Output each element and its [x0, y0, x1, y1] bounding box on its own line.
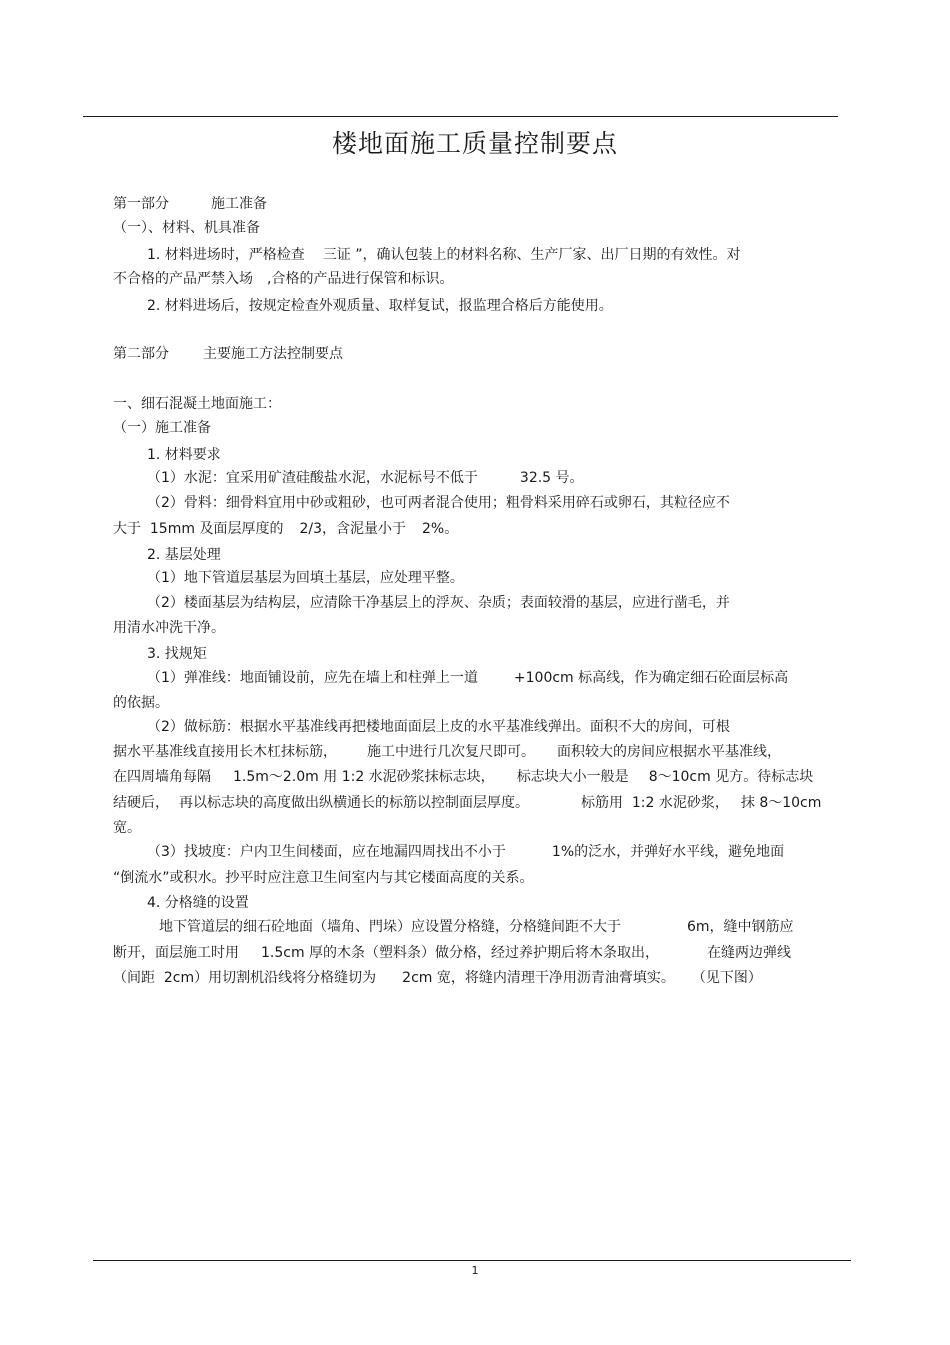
text-line: [113, 419, 211, 437]
text-fragment: 2. 材料进场后，按规定检查外观质量、取样复试，报监理合格后方能使用。: [147, 298, 613, 314]
text-fragment: 第二部分: [113, 346, 169, 362]
text-fragment: （见下图）: [698, 970, 762, 986]
text-fragment: 的依据。: [113, 695, 169, 711]
page-number: 1: [471, 1264, 479, 1277]
text-line: [113, 619, 225, 637]
text-line: [113, 794, 821, 812]
text-fragment: 三证 ”，确认包装上的材料名称、生产厂家、出厂日期的有效性。对: [322, 247, 741, 263]
text-fragment: 1%的泛水，并弹好水平线，避免地面: [551, 844, 785, 860]
text-fragment: 8～10cm 见方。待标志块: [648, 769, 814, 785]
page-title: 楼地面施工质量控制要点: [331, 129, 618, 158]
text-fragment: 2%。: [421, 521, 459, 537]
text-line: [147, 494, 730, 512]
text-fragment: 4. 分格缝的设置: [147, 895, 249, 911]
text-fragment: （2）骨料：细骨料宜用中砂或粗砂，也可两者混合使用；粗骨料采用碎石或卵石，其粒径应不: [147, 495, 730, 511]
text-fragment: 在缝两边弹线: [707, 945, 792, 961]
text-fragment: 1.5m～2.0m 用 1:2 水泥砂浆抹标志块，: [233, 769, 495, 785]
text-fragment: （2）楼面基层为结构层，应清除干净基层上的浮灰、杂质；表面较滑的基层，应进行凿毛，并: [147, 595, 730, 611]
text-line: [147, 446, 221, 464]
text-fragment: 用清水冲洗干净。: [113, 620, 225, 636]
text-line: [113, 819, 141, 837]
text-fragment: 在四周墙角每隔: [113, 769, 211, 785]
text-fragment: 施工准备: [211, 196, 267, 212]
text-fragment: 宽。: [113, 820, 141, 836]
text-fragment: 32.5 号。: [519, 470, 584, 486]
text-fragment: 不合格的产品严禁入场: [113, 271, 253, 287]
text-line: [159, 918, 794, 936]
text-fragment: （2）做标筋：根据水平基准线再把楼地面面层上皮的水平基准线弹出。面积不大的房间，可根: [147, 719, 730, 735]
text-fragment: 2cm 宽，将缝内清理干净用沥青油膏填实。: [402, 970, 675, 986]
text-fragment: （间距 2cm）用切割机沿线将分格缝切为: [113, 970, 377, 986]
text-line: [147, 594, 730, 612]
header-rule: [83, 116, 838, 117]
text-fragment: 地下管道层的细石砼地面（墙角、門垛）应设置分格缝，分格缝间距不大于: [159, 919, 621, 935]
text-fragment: （3）找坡度：户内卫生间楼面，应在地漏四周找出不小于: [147, 844, 506, 860]
text-fragment: 1.5cm 厚的木条（塑料条）做分格，经过养护期后将木条取出，: [261, 945, 660, 961]
text-line: [147, 843, 784, 861]
text-fragment: （1）地下管道层基层为回填土基层，应处理平整。: [147, 570, 464, 586]
text-fragment: 主要施工方法控制要点: [203, 346, 343, 362]
text-fragment: 3. 找规矩: [147, 646, 207, 662]
text-line: [147, 297, 613, 315]
text-fragment: 6m，缝中钢筋应: [687, 919, 794, 935]
text-fragment: 断开，面层施工时用: [113, 945, 239, 961]
text-line: [147, 469, 584, 487]
text-fragment: 施工中进行几次复尺即可。: [367, 744, 535, 760]
text-line: [147, 645, 207, 663]
text-line: [113, 520, 458, 538]
text-fragment: （一）施工准备: [113, 420, 211, 436]
text-fragment: +100cm 标高线，作为确定细石砼面层标高: [513, 670, 789, 686]
text-fragment: 抹 8～10cm: [740, 795, 822, 811]
text-fragment: 第一部分: [113, 196, 169, 212]
text-fragment: 1. 材料进场时，严格检查: [147, 247, 305, 263]
text-fragment: “倒流水”或积水。抄平时应注意卫生间室内与其它楼面高度的关系。: [113, 870, 534, 886]
text-line: [147, 894, 249, 912]
text-line: [147, 718, 730, 736]
text-fragment: 据水平基准线直接用长木杠抹标筋，: [113, 744, 337, 760]
text-line: [147, 246, 741, 264]
text-line: [113, 869, 534, 887]
text-fragment: ,合格的产品进行保管和标识。: [267, 271, 454, 287]
text-line: [147, 669, 788, 687]
text-line: [113, 768, 813, 786]
text-fragment: （一）、材料、机具准备: [113, 220, 260, 236]
text-line: [113, 969, 762, 987]
text-line: [113, 345, 343, 363]
text-fragment: 结硬后，: [113, 795, 169, 811]
text-line: [113, 219, 260, 237]
text-fragment: 面积较大的房间应根据水平基准线，: [557, 744, 781, 760]
text-fragment: （1）弹准线：地面铺设前，应先在墙上和柱弹上一道: [147, 670, 478, 686]
text-fragment: 1. 材料要求: [147, 447, 221, 463]
text-line: [147, 569, 464, 587]
text-fragment: 再以标志块的高度做出纵横通长的标筋以控制面层厚度。: [179, 795, 529, 811]
text-line: [113, 395, 281, 413]
text-line: [113, 270, 453, 288]
text-fragment: 大于 15mm 及面层厚度的: [113, 521, 284, 537]
text-line: [113, 944, 791, 962]
text-fragment: 2. 基层处理: [147, 547, 221, 563]
text-line: [113, 743, 781, 761]
footer-rule: [93, 1260, 851, 1261]
text-line: [147, 546, 221, 564]
text-fragment: 标志块大小一般是: [516, 769, 629, 785]
text-fragment: （1）水泥：宜采用矿渣硅酸盐水泥，水泥标号不低于: [147, 470, 478, 486]
text-fragment: 一、细石混凝土地面施工：: [113, 396, 281, 412]
text-fragment: 2/3，含泥量小于: [299, 521, 406, 537]
text-line: [113, 195, 267, 213]
text-line: [113, 694, 169, 712]
text-fragment: 标筋用 1:2 水泥砂浆，: [581, 795, 729, 811]
